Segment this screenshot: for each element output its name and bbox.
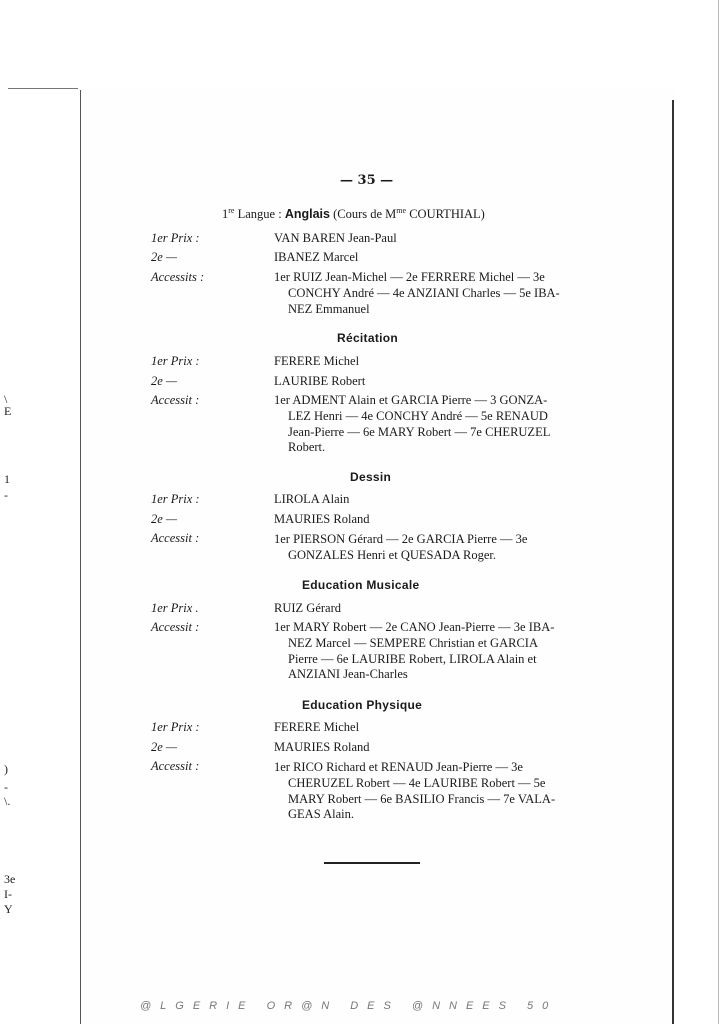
page-edge-right <box>672 100 674 1024</box>
accessit-label: Accessit : <box>151 759 200 773</box>
accessit-label: Accessits : <box>151 270 205 284</box>
margin-fragment: I- <box>4 887 12 901</box>
section-heading-anglais <box>222 206 485 222</box>
award-label: 1er Prix . <box>151 601 199 615</box>
heading-course: (Cours de M <box>333 207 397 222</box>
section-title-dessin: Dessin <box>350 470 392 484</box>
award-label: 1er Prix : <box>151 231 200 245</box>
heading-course-sup: me <box>396 206 407 215</box>
accessit-line: 1er MARY Robert — 2e CANO Jean-Pierre — 3e IBA- <box>274 620 555 634</box>
margin-fragment: - <box>4 488 8 502</box>
accessit-list <box>274 620 596 683</box>
accessit-line: GEAS Alain. <box>288 807 354 822</box>
accessit-line: CONCHY André — 4e ANZIANI Charles — 5e IBA- <box>288 285 560 300</box>
accessit-line: NEZ Marcel — SEMPERE Christian et GARCIA <box>288 635 538 650</box>
award-name: LAURIBE Robert <box>274 374 366 388</box>
margin-fragment: 1 <box>4 472 10 486</box>
heading-prefix: 1 <box>222 207 229 222</box>
award-label: 1er Prix : <box>151 492 200 506</box>
accessit-line: 1er ADMENT Alain et GARCIA Pierre — 3 GONZA- <box>274 393 548 407</box>
accessit-list <box>274 760 596 823</box>
accessit-label: Accessit : <box>151 393 200 407</box>
award-name: MAURIES Roland <box>274 512 370 526</box>
accessit-list <box>274 270 596 317</box>
accessit-line: Robert. <box>288 440 326 455</box>
accessit-list <box>274 393 596 456</box>
accessit-line: MARY Robert — 6e BASILIO Francis — 7e VALA- <box>288 791 556 806</box>
page-number: — 35 — <box>340 173 394 188</box>
end-rule <box>324 862 420 864</box>
accessit-line: 1er RUIZ Jean-Michel — 2e FERRERE Michel — 3e <box>274 270 545 284</box>
award-name: LIROLA Alain <box>274 492 350 506</box>
accessit-line: GONZALES Henri et QUESADA Roger. <box>288 547 496 562</box>
margin-fragment: \ <box>4 392 8 406</box>
margin-fragment: 3e <box>4 872 16 886</box>
accessit-label: Accessit : <box>151 620 200 634</box>
margin-fragment: - <box>4 780 8 794</box>
award-name: VAN BAREN Jean-Paul <box>274 231 397 245</box>
page-edge-left <box>80 90 81 1024</box>
accessit-line: NEZ Emmanuel <box>288 301 370 316</box>
award-label: 2e — <box>151 374 178 388</box>
award-name: FERERE Michel <box>274 354 360 368</box>
award-name: MAURIES Roland <box>274 740 370 754</box>
margin-fragment: ) <box>4 762 8 776</box>
margin-fragment: Y <box>4 902 13 916</box>
award-label: 1er Prix : <box>151 354 200 368</box>
heading-subject: Anglais <box>284 207 330 222</box>
heading-course-teacher: COURTHIAL) <box>409 207 485 222</box>
award-label: 2e — <box>151 512 178 526</box>
award-name: FERERE Michel <box>274 720 360 734</box>
heading-langue: Langue : <box>237 207 282 222</box>
heading-prefix-sup: re <box>228 206 235 215</box>
accessit-line: 1er RICO Richard et RENAUD Jean-Pierre — 3e <box>274 760 523 774</box>
award-name: RUIZ Gérard <box>274 601 341 615</box>
margin-fragment: \. <box>4 794 11 808</box>
accessit-line: 1er PIERSON Gérard — 2e GARCIA Pierre — 3e <box>274 532 528 546</box>
accessit-list <box>274 532 596 564</box>
accessit-line: ANZIANI Jean-Charles <box>288 667 408 682</box>
award-name: IBANEZ Marcel <box>274 250 359 264</box>
section-title-musicale: Education Musicale <box>302 578 420 592</box>
margin-fragment: E <box>4 404 12 418</box>
accessit-label: Accessit : <box>151 531 200 545</box>
award-label: 2e — <box>151 740 178 754</box>
page-edge-top-line <box>8 88 78 89</box>
section-title-recitation: Récitation <box>337 331 399 345</box>
accessit-line: CHERUZEL Robert — 4e LAURIBE Robert — 5e <box>288 775 546 790</box>
accessit-line: LEZ Henri — 4e CONCHY André — 5e RENAUD <box>288 408 548 423</box>
award-label: 1er Prix : <box>151 720 200 734</box>
award-label: 2e — <box>151 250 178 264</box>
scan-edge-right <box>718 0 719 1024</box>
footer-watermark: @LGERIE OR@N DES @NNEES 50 <box>140 1000 558 1012</box>
accessit-line: Pierre — 6e LAURIBE Robert, LIROLA Alain et <box>288 651 537 666</box>
section-title-physique: Education Physique <box>302 698 423 712</box>
accessit-line: Jean-Pierre — 6e MARY Robert — 7e CHERUZEL <box>288 424 551 439</box>
